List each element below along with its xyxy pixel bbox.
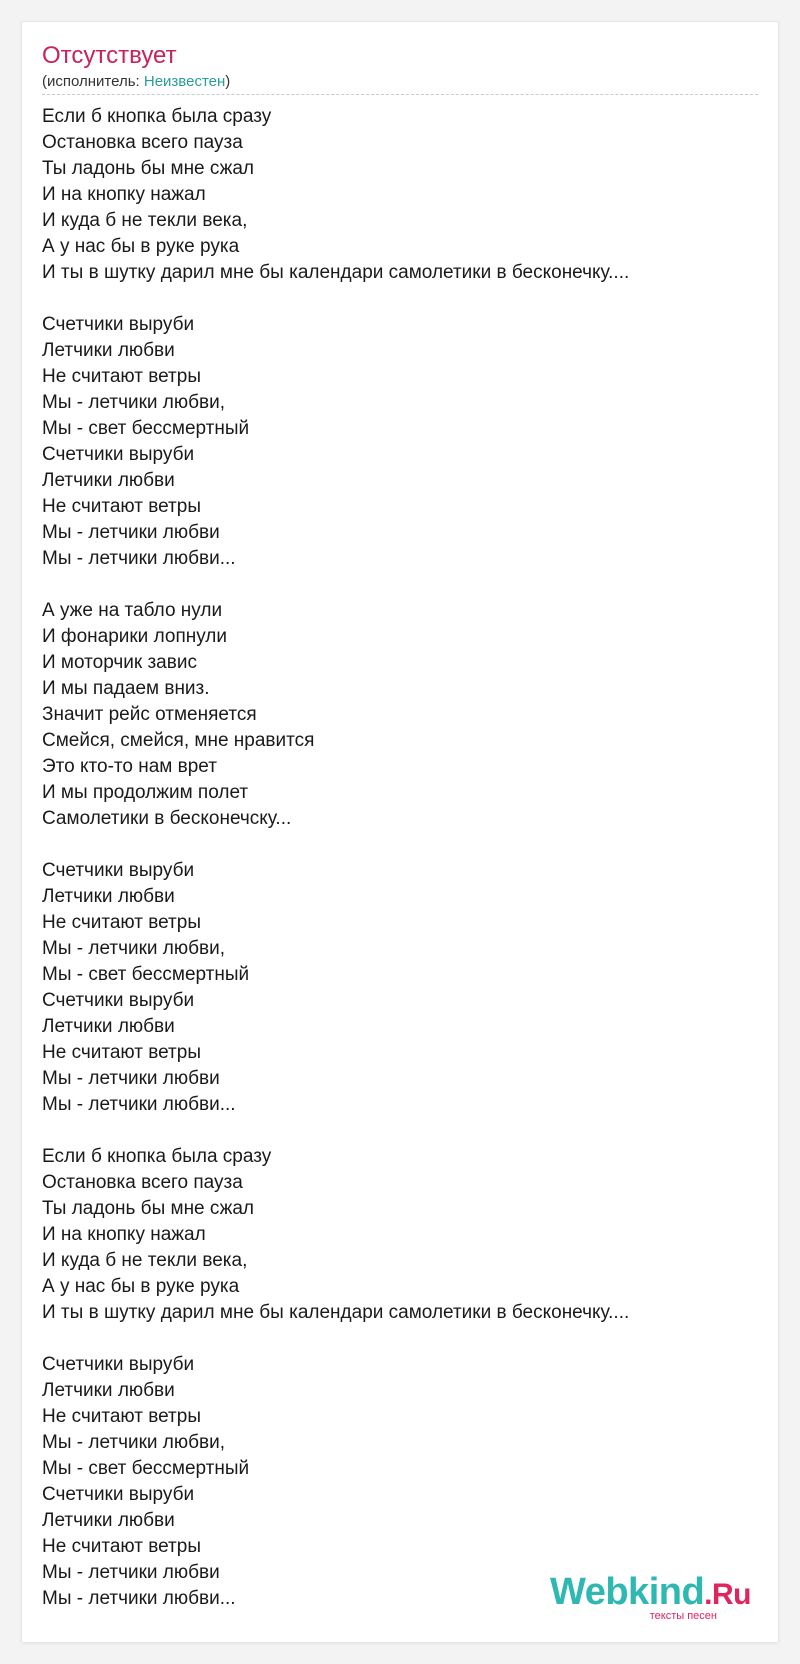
lyric-line: А у нас бы в руке рука bbox=[42, 236, 240, 257]
lyrics-stanza bbox=[42, 1144, 758, 1326]
lyrics-stanza bbox=[42, 858, 758, 1118]
logo-tagline: тексты песен bbox=[649, 1610, 717, 1622]
lyric-line: Летчики любви bbox=[42, 340, 175, 361]
lyric-line: И моторчик завис bbox=[42, 652, 197, 673]
lyric-line: Счетчики выруби bbox=[42, 1484, 195, 1505]
lyrics-stanza bbox=[42, 104, 758, 286]
lyric-line: Летчики любви bbox=[42, 886, 175, 907]
lyric-line: Самолетики в бесконечску... bbox=[42, 808, 292, 829]
lyric-line: Мы - летчики любви, bbox=[42, 1432, 226, 1453]
lyric-line: Мы - летчики любви bbox=[42, 522, 220, 543]
lyrics-stanza bbox=[42, 312, 758, 572]
lyric-line: Значит рейс отменяется bbox=[42, 704, 257, 725]
logo-main-text: Webkind bbox=[550, 1571, 705, 1613]
lyrics-stanza bbox=[42, 598, 758, 832]
lyric-line: И мы продолжим полет bbox=[42, 782, 249, 803]
lyric-line: Летчики любви bbox=[42, 1380, 175, 1401]
lyric-line: И на кнопку нажал bbox=[42, 184, 206, 205]
lyric-line: Мы - летчики любви... bbox=[42, 1094, 236, 1115]
lyric-line: Смейся, смейся, мне нравится bbox=[42, 730, 315, 751]
lyric-line: Мы - свет бессмертный bbox=[42, 1458, 250, 1479]
logo-wordmark bbox=[550, 1572, 751, 1615]
lyric-line: А у нас бы в руке рука bbox=[42, 1276, 240, 1297]
lyric-line: Мы - летчики любви... bbox=[42, 1588, 236, 1609]
lyric-line: Счетчики выруби bbox=[42, 444, 195, 465]
lyric-line: Если б кнопка была сразу bbox=[42, 1146, 272, 1167]
lyric-line: И мы падаем вниз. bbox=[42, 678, 210, 699]
header-divider bbox=[42, 94, 758, 95]
artist-link[interactable]: Неизвестен bbox=[143, 73, 226, 90]
lyric-line: И фонарики лопнули bbox=[42, 626, 228, 647]
lyric-line: Мы - летчики любви... bbox=[42, 548, 236, 569]
lyric-line: Ты ладонь бы мне сжал bbox=[42, 158, 254, 179]
lyric-line: Мы - летчики любви bbox=[42, 1562, 220, 1583]
lyric-line: Это кто-то нам врет bbox=[42, 756, 217, 777]
lyric-line: Не считают ветры bbox=[42, 496, 201, 517]
lyric-line: Мы - летчики любви, bbox=[42, 938, 226, 959]
lyric-line: Счетчики выруби bbox=[42, 1354, 195, 1375]
lyric-line: Остановка всего пауза bbox=[42, 132, 243, 153]
lyric-line: Счетчики выруби bbox=[42, 990, 195, 1011]
lyric-line: Счетчики выруби bbox=[42, 860, 195, 881]
lyric-line: Не считают ветры bbox=[42, 366, 201, 387]
artist-prefix: (исполнитель: bbox=[42, 73, 144, 90]
lyric-line: Не считают ветры bbox=[42, 1042, 201, 1063]
lyrics-card bbox=[22, 22, 778, 1642]
lyric-line: И куда б не текли века, bbox=[42, 1250, 248, 1271]
artist-line bbox=[42, 73, 230, 91]
site-logo[interactable] bbox=[550, 1571, 751, 1622]
song-title: Отсутствует bbox=[42, 42, 177, 69]
lyrics-text bbox=[42, 104, 758, 1612]
lyric-line: И ты в шутку дарил мне бы календари самолетики в бесконечку.... bbox=[42, 1302, 630, 1323]
lyric-line: Не считают ветры bbox=[42, 1536, 201, 1557]
lyric-line: Не считают ветры bbox=[42, 912, 201, 933]
lyric-line: Летчики любви bbox=[42, 1016, 175, 1037]
lyric-line: Остановка всего пауза bbox=[42, 1172, 243, 1193]
lyric-line: Мы - летчики любви bbox=[42, 1068, 220, 1089]
lyric-line: Не считают ветры bbox=[42, 1406, 201, 1427]
lyric-line: А уже на табло нули bbox=[42, 600, 223, 621]
lyric-line: Если б кнопка была сразу bbox=[42, 106, 272, 127]
lyric-line: Мы - свет бессмертный bbox=[42, 418, 250, 439]
lyric-line: Летчики любви bbox=[42, 1510, 175, 1531]
logo-tld-text: .Ru bbox=[704, 1578, 751, 1611]
lyric-line: Ты ладонь бы мне сжал bbox=[42, 1198, 254, 1219]
lyric-line: Летчики любви bbox=[42, 470, 175, 491]
artist-suffix: ) bbox=[225, 73, 231, 90]
lyric-line: И на кнопку нажал bbox=[42, 1224, 206, 1245]
lyric-line: И куда б не текли века, bbox=[42, 210, 248, 231]
lyric-line: И ты в шутку дарил мне бы календари самолетики в бесконечку.... bbox=[42, 262, 630, 283]
lyric-line: Счетчики выруби bbox=[42, 314, 195, 335]
lyric-line: Мы - летчики любви, bbox=[42, 392, 226, 413]
lyric-line: Мы - свет бессмертный bbox=[42, 964, 250, 985]
